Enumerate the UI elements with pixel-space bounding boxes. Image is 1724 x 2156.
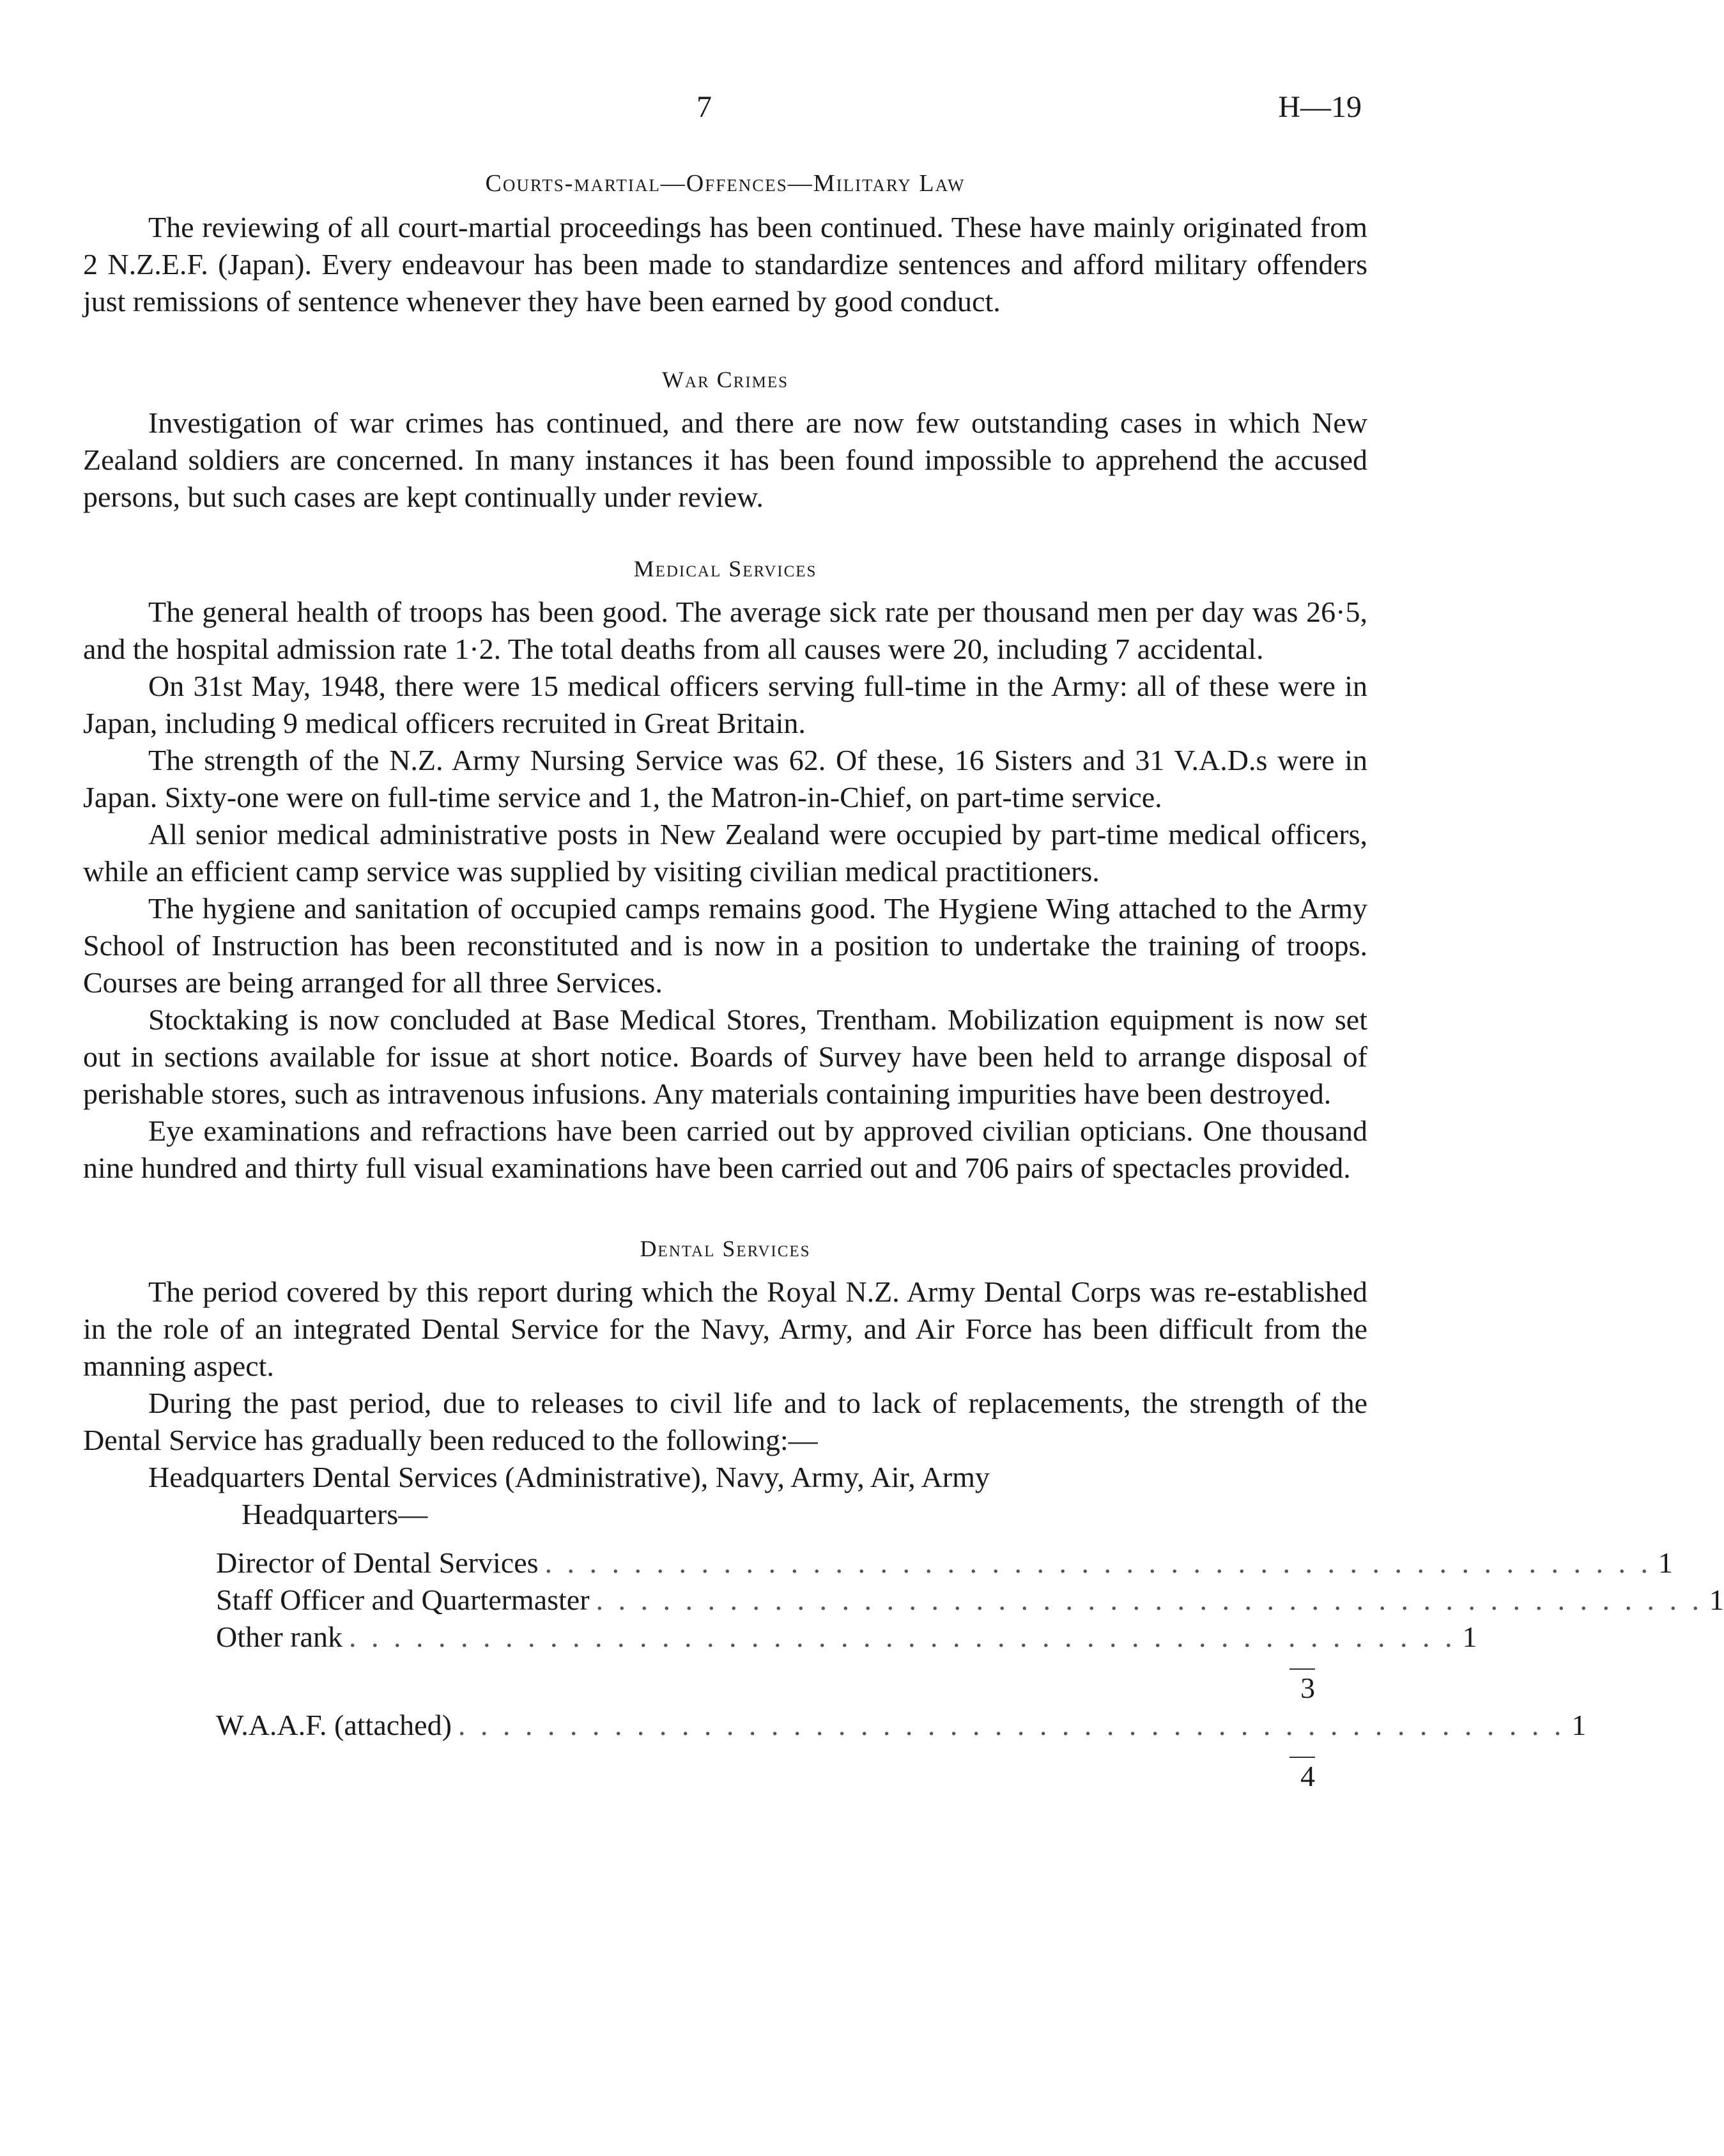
paragraph: Stocktaking is now concluded at Base Medical Stores, Trentham. Mobilization equipment is now set out in sections available for issue at short notice. Boards of Survey have been held to arrange disposal of perishable stores, such as intravenous infusions. Any materials containing impurities have been destroyed. [83, 1003, 1367, 1110]
row-value: 1 [1709, 1583, 1724, 1616]
leader-dots: . . . . . . . . . . . . . . . . . . . . . . . . . . . . . . . . . . . . . . . . . . . . . . . . . . [544, 1546, 1652, 1579]
paragraph: The period covered by this report during which the Royal N.Z. Army Dental Corps was re-established in the role of an integrated Dental Service for the Navy, Army, and Air Force has been difficult from the manning aspect. [83, 1275, 1367, 1382]
paragraph: All senior medical administrative posts in New Zealand were occupied by part-time medical officers, while an efficient camp service was supplied by visiting civilian medical practitioners. [83, 818, 1367, 888]
table-row [216, 1544, 1674, 1582]
dental-list-lead-line2: Headquarters— [242, 1498, 428, 1530]
table-row [216, 1582, 1724, 1619]
paragraph: On 31st May, 1948, there were 15 medical officers serving full-time in the Army: all of these were in Japan, including 9 medical officers recruited in Great Britain. [83, 670, 1367, 739]
section-title-dental-services: Dental Services [640, 1236, 811, 1261]
table-row [216, 1619, 1477, 1656]
section-title-war-crimes: War Crimes [661, 367, 789, 392]
row-label: Staff Officer and Quartermaster [216, 1583, 590, 1616]
paragraph: The hygiene and sanitation of occupied camps remains good. The Hygiene Wing attached to the Army School of Instruction has been reconstituted and is now in a position to undertake the training of troops. Courses are being arranged for all three Services. [83, 892, 1367, 999]
row-label: W.A.A.F. (attached) [216, 1709, 452, 1741]
row-value: 1 [1658, 1546, 1674, 1579]
total-value: 4 [1300, 1760, 1315, 1792]
subtotal-rule [216, 1656, 1315, 1670]
leader-dots: . . . . . . . . . . . . . . . . . . . . . . . . . . . . . . . . . . . . . . . . . . . . . . . . . . [458, 1709, 1566, 1741]
page-body [83, 169, 1724, 1795]
paragraph: The reviewing of all court-martial proceedings has been continued. These have mainly originated from 2 N.Z.E.F. (Japan). Every endeavour has been made to standardize sentences and afford military offenders just remissions of sentence whenever they have been earned by good conduct. [83, 211, 1367, 318]
paragraph: Investigation of war crimes has continued, and there are now few outstanding cases in which New Zealand soldiers are concerned. In many instances it has been found impossible to apprehend the accused persons, but such cases are kept continually under review. [83, 406, 1367, 513]
dental-list-heading [83, 1459, 1367, 1533]
leader-dots: . . . . . . . . . . . . . . . . . . . . . . . . . . . . . . . . . . . . . . . . . . . . . . . . . . [596, 1583, 1704, 1616]
document-reference: H—19 [1278, 90, 1362, 124]
row-value: 1 [1571, 1709, 1587, 1741]
total-row [216, 1758, 1315, 1795]
row-value: 1 [1462, 1621, 1477, 1653]
dental-staff-table [216, 1544, 1724, 1795]
total-rule [216, 1744, 1315, 1758]
section-title-medical-services: Medical Services [633, 556, 817, 581]
row-label: Director of Dental Services [216, 1546, 539, 1579]
paragraph: During the past period, due to releases to civil life and to lack of replacements, the strength of the Dental Service has gradually been reduced to the following:— [83, 1387, 1367, 1456]
paragraph: The general health of troops has been good. The average sick rate per thousand men per day was 26·5, and the hospital admission rate 1·2. The total deaths from all causes were 20, including 7 accidental. [83, 596, 1367, 665]
table-row [216, 1707, 1587, 1744]
row-label: Other rank [216, 1621, 342, 1653]
dental-list-lead-line1: Headquarters Dental Services (Administrative), Navy, Army, Air, Army [148, 1461, 990, 1493]
section-title-courts-martial: Courts-martial—Offences—Military Law [485, 170, 966, 197]
paragraph: The strength of the N.Z. Army Nursing Service was 62. Of these, 16 Sisters and 31 V.A.D.s were in Japan. Sixty-one were on full-time service and 1, the Matron-in-Chief, on part-time service. [83, 744, 1367, 813]
paragraph: Eye examinations and refractions have been carried out by approved civilian opticians. One thousand nine hundred and thirty full visual examinations have been carried out and 706 pairs of spectacles provided. [83, 1114, 1367, 1184]
page-header [0, 89, 1413, 141]
page-number: 7 [697, 90, 712, 124]
subtotal-row [216, 1670, 1315, 1707]
leader-dots: . . . . . . . . . . . . . . . . . . . . . . . . . . . . . . . . . . . . . . . . . . . . . . . . . . [348, 1621, 1456, 1653]
subtotal-value: 3 [1300, 1672, 1315, 1704]
